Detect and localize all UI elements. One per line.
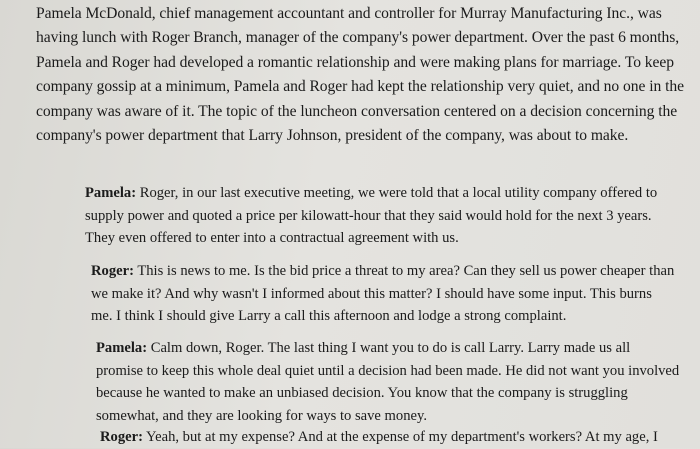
intro-line: company gossip at a minimum, Pamela and Roger had kept the relationship very quiet, and no one in the	[36, 78, 685, 96]
dialogue-roger-2	[100, 426, 700, 449]
dialogue-text: This is news to me. Is the bid price a threat to my area? Can they sell us power cheaper than	[133, 263, 675, 279]
dialogue-line	[91, 260, 691, 283]
intro-line: Pamela McDonald, chief management accountant and controller for Murray Manufacturing Inc., was	[36, 5, 662, 22]
speaker-name: Roger:	[100, 429, 143, 445]
intro-line: having lunch with Roger Branch, manager of the company's power department. Over the past 6 months,	[36, 29, 680, 47]
dialogue-pamela-2	[96, 337, 696, 427]
dialogue-pamela-1	[85, 182, 685, 250]
dialogue-line: me. I think I should give Larry a call this afternoon and lodge a strong complaint.	[91, 308, 567, 325]
dialogue-line: promise to keep this whole deal quiet until a decision had been made. He did not want you involved	[96, 362, 680, 379]
dialogue-line: supply power and quoted a price per kilowatt-hour that they said would hold for the next 3 years.	[85, 207, 652, 224]
intro-line: Pamela and Roger had developed a romantic relationship and were making plans for marriage. To keep	[36, 53, 675, 71]
speaker-name: Pamela:	[96, 340, 148, 356]
dialogue-text: Roger, in our last executive meeting, we were told that a local utility company offered to	[136, 185, 658, 201]
dialogue-text: Calm down, Roger. The last thing I want you to do is call Larry. Larry made us all	[147, 340, 631, 356]
intro-paragraph	[36, 2, 696, 148]
dialogue-line: because he wanted to make an unbiased decision. You know that the company is struggling	[96, 385, 628, 402]
speaker-name: Roger:	[91, 263, 134, 279]
dialogue-line: somewhat, and they are looking for ways to save money.	[96, 407, 427, 424]
intro-line: company's power department that Larry Johnson, president of the company, was about to make.	[36, 127, 629, 145]
speaker-name: Pamela:	[85, 185, 137, 201]
dialogue-roger-1	[91, 260, 691, 328]
intro-line: company was aware of it. The topic of the luncheon conversation centered on a decision concerning the	[36, 102, 678, 120]
dialogue-line: They even offered to enter into a contractual agreement with us.	[85, 230, 459, 247]
dialogue-line	[85, 182, 685, 205]
dialogue-line: we make it? And why wasn't I informed about this matter? I should have some input. This burns	[91, 285, 652, 302]
dialogue-line	[96, 337, 696, 360]
dialogue-line	[100, 426, 700, 449]
dialogue-text: Yeah, but at my expense? And at the expense of my department's workers? At my age, I	[142, 429, 658, 445]
